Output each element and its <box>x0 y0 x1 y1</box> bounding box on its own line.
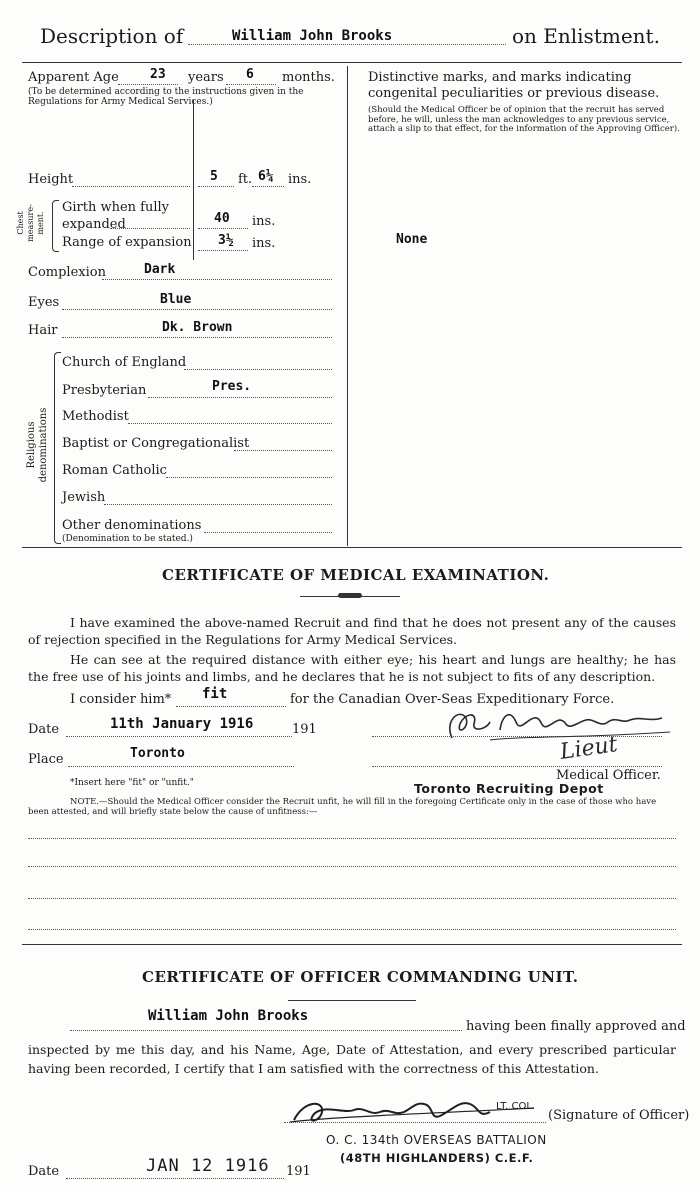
girth-value: 40 <box>214 211 230 226</box>
religion-other-note: (Denomination to be stated.) <box>62 534 193 544</box>
med-date-year: 191 <box>292 722 317 737</box>
commanding-para: inspected by me this day, and his Name, Age, Date of Attestation, and every prescribed particular having been recorded, I certify that I am satisfied with the correctness of this Attestation. <box>28 1042 676 1076</box>
religion-item-label: Baptist or Congregationalist <box>62 436 250 451</box>
medical-para-2: He can see at the required distance with either eye; his heart and lungs are healthy; he has the free use of his joints and limbs, and he declares that he is not subject to fits of any description. <box>28 652 676 684</box>
title-flourish-dot <box>338 593 362 598</box>
commanding-date-year: 191 <box>286 1164 311 1179</box>
girth-unit: ins. <box>252 214 276 229</box>
form-header <box>40 24 183 48</box>
med-place-label: Place <box>28 752 64 767</box>
commanding-date-label: Date <box>28 1164 60 1179</box>
signature-label: (Signature of Officer) <box>548 1108 690 1123</box>
religion-item-label: Jewish <box>62 490 106 505</box>
range-value: 3½ <box>218 233 234 248</box>
height-ft-label: ft. <box>238 172 253 187</box>
age-years-value: 23 <box>150 67 166 82</box>
title-underline <box>288 1000 416 1001</box>
range-label: Range of expansion <box>62 235 192 250</box>
religion-item-label: Roman Catholic <box>62 463 167 478</box>
religion-brace <box>54 352 61 544</box>
recruiting-depot-stamp: Toronto Recruiting Depot <box>414 781 604 796</box>
religion-item-label: Methodist <box>62 409 129 424</box>
header-suffix: on Enlistment. <box>512 24 660 48</box>
age-months-value: 6 <box>246 67 254 82</box>
hair-label: Hair <box>28 323 58 338</box>
complexion-value: Dark <box>144 262 176 277</box>
commanding-line1-suffix: having been finally approved and <box>466 1019 686 1034</box>
medical-cert-title: CERTIFICATE OF MEDICAL EXAMINATION. <box>162 566 550 584</box>
med-date-value: 11th January 1916 <box>110 716 254 732</box>
complexion-label: Complexion <box>28 265 106 280</box>
chest-side-label: Chest measure-ment. <box>16 204 45 242</box>
commanding-rank: LT. COL. <box>496 1101 536 1112</box>
eyes-label: Eyes <box>28 295 60 310</box>
med-date-label: Date <box>28 722 60 737</box>
insert-note: *Insert here "fit" or "unfit." <box>70 778 194 788</box>
religion-item-value: Pres. <box>212 379 252 394</box>
range-unit: ins. <box>252 236 276 251</box>
girth-label: Girth when fully expanded <box>62 200 170 232</box>
medical-para-1: I have examined the above-named Recruit and find that he does not present any of the causes of rejection specified in the Regulations for Army Medical Services. <box>28 615 676 647</box>
age-months-label: months. <box>282 70 335 85</box>
height-ins-label: ins. <box>288 172 312 187</box>
consider-value: fit <box>202 686 228 702</box>
marks-value: None <box>396 232 428 247</box>
battalion-stamp: O. C. 134th OVERSEAS BATTALION <box>326 1133 547 1147</box>
hair-value: Dk. Brown <box>162 320 233 335</box>
commanding-date-stamp: JAN 12 1916 <box>146 1156 270 1176</box>
religion-item-label: Church of England <box>62 355 187 370</box>
consider-suffix: for the Canadian Over-Seas Expeditionary Force. <box>290 692 615 707</box>
recruit-name: William John Brooks <box>232 28 393 44</box>
eyes-value: Blue <box>160 292 192 307</box>
medical-officer-signature <box>430 700 680 746</box>
religion-item-label: Other denominations <box>62 518 202 533</box>
unfit-note: NOTE.—Should the Medical Officer consider the Recruit unfit, he will fill in the foregoing Certificate only in the case of those who have been attested, and will briefly state below the cause of unfitness:— <box>28 797 657 817</box>
chest-brace <box>52 200 59 252</box>
med-place-value: Toronto <box>130 746 185 761</box>
commanding-cert-title: CERTIFICATE OF OFFICER COMMANDING UNIT. <box>142 968 579 986</box>
age-years-label: years <box>188 70 224 85</box>
medical-officer-rank: Lieut <box>558 732 620 765</box>
age-note: (To be determined according to the instructions given in the Regulations for Army Medical Services.) <box>28 87 304 107</box>
religion-side-label: Religious denominations <box>26 407 49 483</box>
commanding-recruit-name: William John Brooks <box>148 1008 309 1024</box>
header-prefix: Description of <box>40 24 184 48</box>
height-label: Height <box>28 172 74 187</box>
consider-label: I consider him* <box>70 692 172 707</box>
age-label: Apparent Age <box>28 70 119 85</box>
religion-item-label: Presbyterian <box>62 383 147 398</box>
marks-label: Distinctive marks, and marks indicating congenital peculiarities or previous disease. <box>368 70 660 101</box>
medical-officer-label: Medical Officer. <box>556 768 661 783</box>
regiment-stamp: (48TH HIGHLANDERS) C.E.F. <box>340 1151 534 1165</box>
height-ins-value: 6¼ <box>258 169 274 184</box>
height-ft-value: 5 <box>210 169 218 184</box>
marks-note: (Should the Medical Officer be of opinion that the recruit has served before, he will, unless the man acknowledges to any previous service, attach a slip to that effect, for the information of the Approving Officer). <box>368 105 680 134</box>
